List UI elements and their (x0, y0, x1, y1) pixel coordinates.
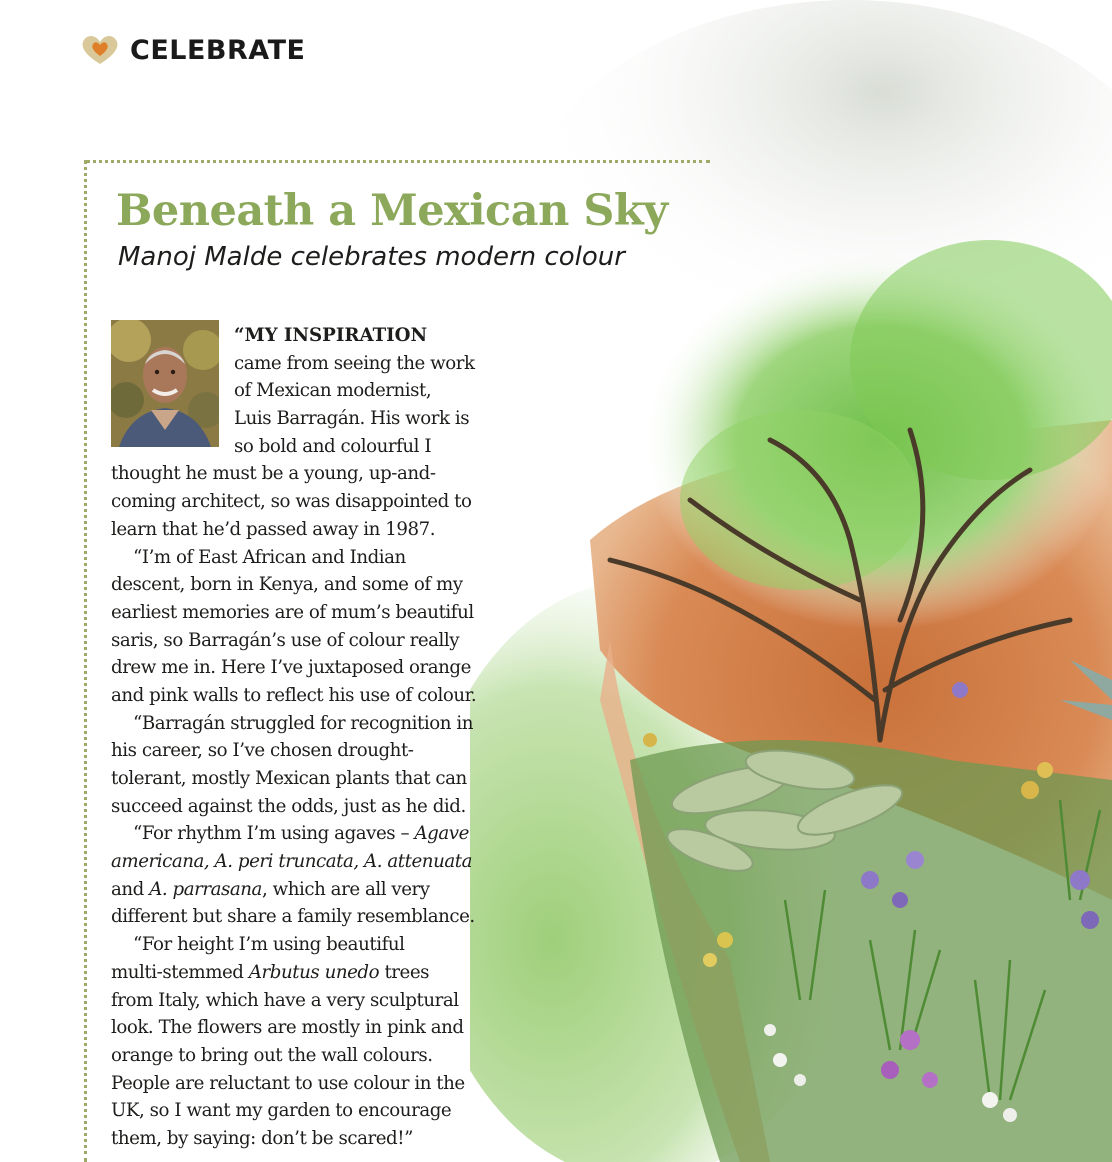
article-title: Beneath a Mexican Sky (116, 186, 668, 236)
lead-in: “MY INSPIRATION (234, 325, 428, 346)
section-tag (80, 30, 305, 70)
heart-icon (80, 34, 120, 66)
article-subtitle: Manoj Malde celebrates modern colour (118, 242, 625, 272)
section-label: CELEBRATE (130, 34, 306, 66)
paragraph-3: “Barragán struggled for recognition in his career, so I’ve chosen drought- tolerant, mostly Mexican plants that can succeed against the odds, just as he did. (111, 712, 473, 817)
paragraph-1: came from seeing the work of Mexican modernist, Luis Barragán. His work is so bold and colourful I thought he must be a young, up-and- coming architect, so was disappointed to learn that he’d passed away in 1987. (111, 352, 475, 540)
dotted-rule-left (84, 160, 87, 1162)
article-body (111, 322, 521, 1153)
paragraph-2: “I’m of East African and Indian descent, born in Kenya, and some of my earliest memories are of mum’s beautiful saris, so Barragán’s use of colour really drew me in. Here I’ve juxtaposed orange and pink walls to reflect his use of colour. (111, 546, 477, 706)
garden-illustration (470, 0, 1112, 1162)
paragraph-4: “For rhythm I’m using agaves – Agave americana, A. peri truncata, A. attenuata and A. parrasana, which are all very different but share a family resemblance. (111, 823, 475, 928)
dotted-rule-top (86, 160, 710, 163)
paragraph-5: “For height I’m using beautiful multi-stemmed Arbutus unedo trees from Italy, which have a very sculptural look. The flowers are mostly in pink and orange to bring out the wall colours. People are reluctant to use colour in the UK, so I want my garden to encourage them, by saying: don’t be scared!” (111, 934, 465, 1149)
